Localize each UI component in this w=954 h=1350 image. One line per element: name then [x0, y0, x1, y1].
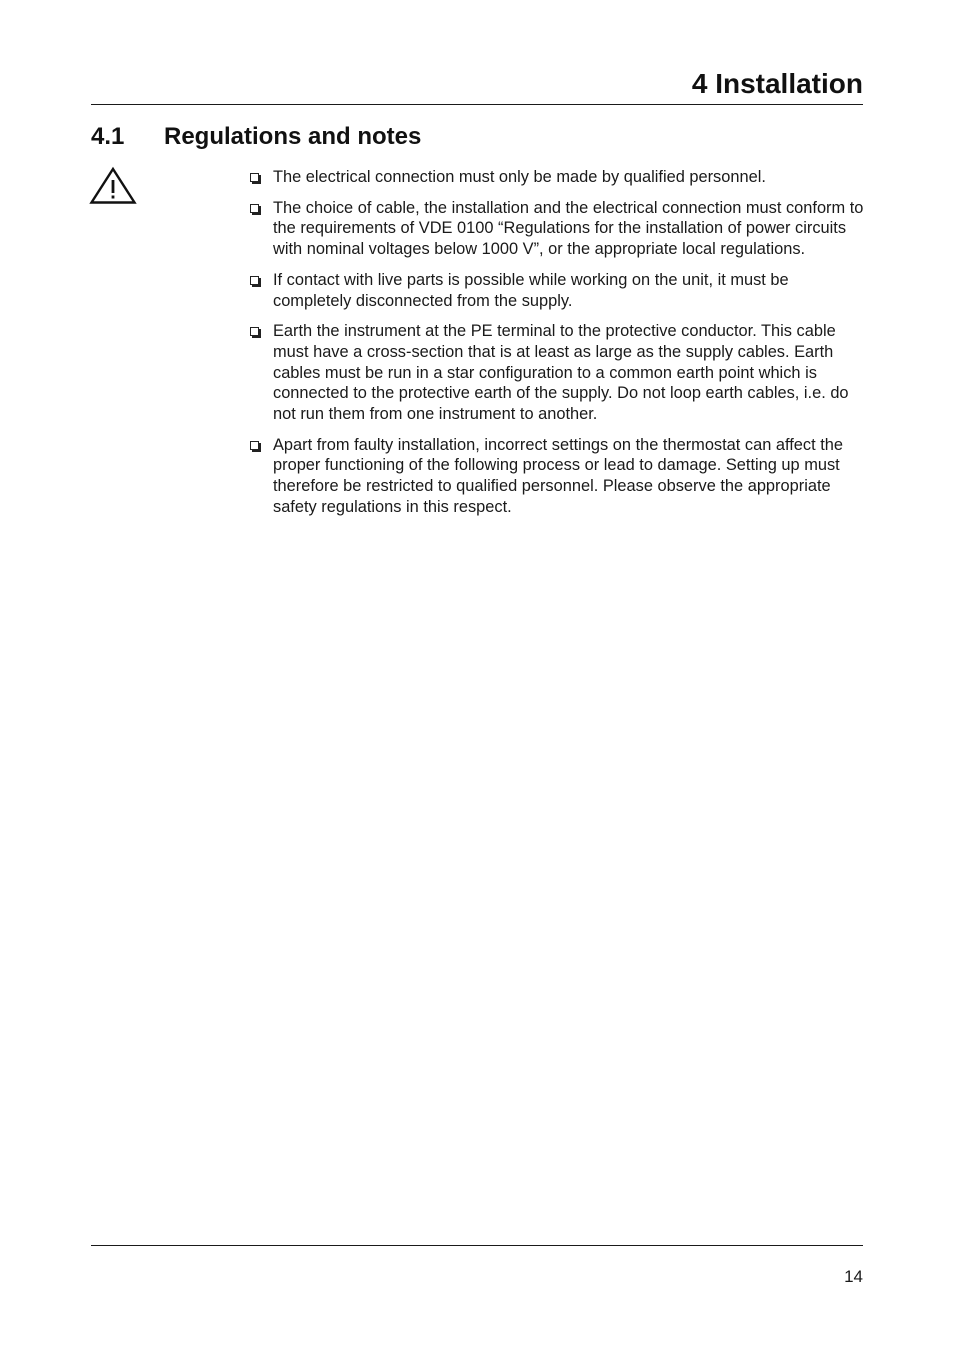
list-item: [248, 435, 866, 517]
header-divider: [91, 104, 863, 105]
list-item: [248, 270, 866, 311]
chapter-title: 4 Installation: [691, 68, 863, 99]
section-heading: [91, 121, 421, 153]
warning-triangle-icon: [89, 166, 137, 206]
note-text: If contact with live parts is possible while working on the unit, it must be completely disconnected from the supply.: [273, 270, 789, 310]
page-number: 14: [844, 1267, 863, 1286]
list-item: [248, 321, 866, 424]
checkbox-bullet-icon: [250, 327, 259, 336]
section-title: Regulations and notes: [164, 123, 422, 150]
note-text: The electrical connection must only be made by qualified personnel.: [273, 168, 766, 186]
section-number: 4.1: [91, 123, 125, 150]
note-text: Earth the instrument at the PE terminal to the protective conductor. This cable must have a cross-section that is at least as large as the supply cables. Earth cables must be run in a star configuration to a common earth point which is connected to the protective earth of the supply. Do not loop earth cables, i.e. do not run them from one instrument to another.: [273, 322, 849, 423]
list-item: [248, 198, 866, 260]
checkbox-bullet-icon: [250, 204, 259, 213]
checkbox-bullet-icon: [250, 173, 259, 182]
footer-divider: [91, 1245, 863, 1246]
checkbox-bullet-icon: [250, 276, 259, 285]
notes-list: [248, 167, 866, 527]
checkbox-bullet-icon: [250, 441, 259, 450]
list-item: [248, 167, 866, 188]
note-text: Apart from faulty installation, incorrect settings on the thermostat can affect the proper functioning of the following process or lead to damage. Setting up must therefore be restricted to qualified personnel. Please observe the appropriate safety regulations in this respect.: [273, 435, 844, 516]
note-text: The choice of cable, the installation and the electrical connection must conform to the requirements of VDE 0100 “Regulations for the installation of power circuits with nominal voltages below 1000 V”, or the appropriate local regulations.: [273, 198, 864, 259]
